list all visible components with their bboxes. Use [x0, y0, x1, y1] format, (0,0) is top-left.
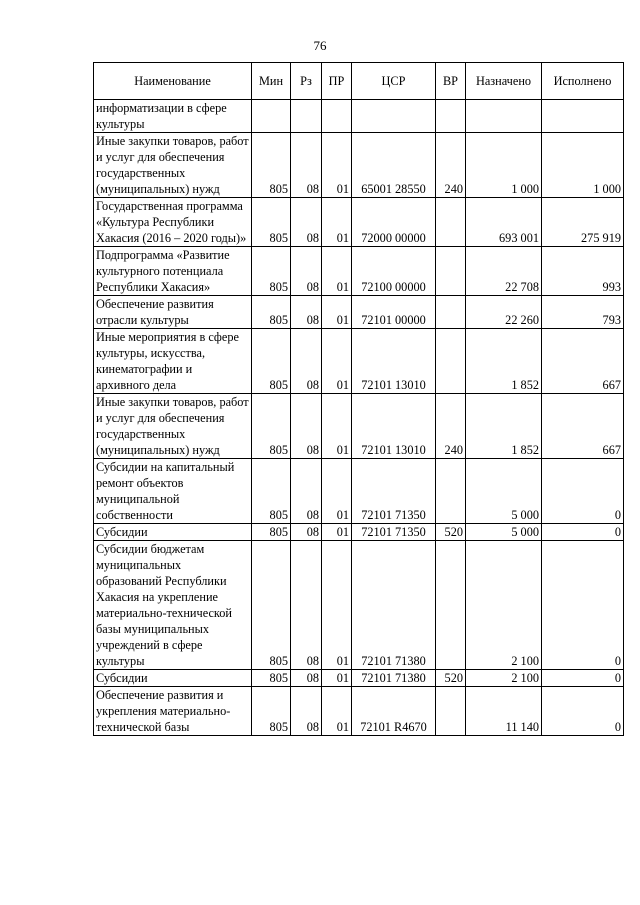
cell-name: Субсидии	[94, 670, 252, 687]
cell-csr	[352, 100, 436, 133]
cell-executed: 0	[542, 541, 624, 670]
cell-assigned: 2 100	[466, 541, 542, 670]
cell-vr	[436, 459, 466, 524]
cell-min: 805	[252, 329, 291, 394]
cell-executed: 0	[542, 459, 624, 524]
table-row	[94, 670, 624, 687]
cell-pr: 01	[322, 459, 352, 524]
header-assigned: Назначено	[466, 63, 542, 100]
cell-executed: 667	[542, 329, 624, 394]
table-row	[94, 459, 624, 524]
header-rz: Рз	[291, 63, 322, 100]
cell-rz: 08	[291, 394, 322, 459]
cell-min: 805	[252, 133, 291, 198]
cell-executed: 0	[542, 670, 624, 687]
cell-min: 805	[252, 524, 291, 541]
table-row	[94, 687, 624, 736]
table-row	[94, 524, 624, 541]
cell-min: 805	[252, 198, 291, 247]
cell-csr: 72000 00000	[352, 198, 436, 247]
cell-csr: 72101 00000	[352, 296, 436, 329]
cell-assigned	[466, 100, 542, 133]
cell-pr: 01	[322, 524, 352, 541]
cell-min: 805	[252, 687, 291, 736]
cell-assigned: 1 852	[466, 394, 542, 459]
cell-rz: 08	[291, 133, 322, 198]
cell-min: 805	[252, 247, 291, 296]
cell-rz	[291, 100, 322, 133]
cell-executed: 993	[542, 247, 624, 296]
cell-name: Государственная программа «Культура Республики Хакасия (2016 – 2020 годы)»	[94, 198, 252, 247]
cell-vr	[436, 541, 466, 670]
cell-csr: 65001 28550	[352, 133, 436, 198]
cell-vr: 240	[436, 394, 466, 459]
cell-rz: 08	[291, 459, 322, 524]
cell-vr	[436, 100, 466, 133]
cell-assigned: 1 852	[466, 329, 542, 394]
cell-name: Иные закупки товаров, работ и услуг для обеспечения государственных (муниципальных) нужд	[94, 133, 252, 198]
cell-assigned: 1 000	[466, 133, 542, 198]
cell-min: 805	[252, 670, 291, 687]
cell-assigned: 22 708	[466, 247, 542, 296]
cell-pr: 01	[322, 670, 352, 687]
cell-vr	[436, 687, 466, 736]
cell-pr: 01	[322, 296, 352, 329]
cell-min: 805	[252, 459, 291, 524]
cell-executed: 1 000	[542, 133, 624, 198]
cell-name: Обеспечение развития и укрепления материально-технической базы	[94, 687, 252, 736]
cell-pr	[322, 100, 352, 133]
cell-vr: 520	[436, 524, 466, 541]
cell-csr: 72101 71380	[352, 670, 436, 687]
cell-rz: 08	[291, 198, 322, 247]
cell-executed: 793	[542, 296, 624, 329]
cell-name: Иные мероприятия в сфере культуры, искусства, кинематографии и архивного дела	[94, 329, 252, 394]
cell-rz: 08	[291, 247, 322, 296]
cell-name: Субсидии на капитальный ремонт объектов муниципальной собственности	[94, 459, 252, 524]
cell-vr	[436, 247, 466, 296]
cell-name: Субсидии	[94, 524, 252, 541]
cell-name: Обеспечение развития отрасли культуры	[94, 296, 252, 329]
table-row	[94, 247, 624, 296]
cell-vr: 520	[436, 670, 466, 687]
cell-executed: 667	[542, 394, 624, 459]
table-row	[94, 133, 624, 198]
cell-rz: 08	[291, 687, 322, 736]
header-name: Наименование	[94, 63, 252, 100]
cell-min: 805	[252, 541, 291, 670]
cell-pr: 01	[322, 133, 352, 198]
cell-csr: 72100 00000	[352, 247, 436, 296]
page-number: 76	[313, 38, 327, 53]
cell-name: Иные закупки товаров, работ и услуг для обеспечения государственных (муниципальных) нужд	[94, 394, 252, 459]
cell-name: информатизации в сфере культуры	[94, 100, 252, 133]
cell-min	[252, 100, 291, 133]
cell-csr: 72101 13010	[352, 329, 436, 394]
cell-min: 805	[252, 296, 291, 329]
cell-vr	[436, 296, 466, 329]
table-header-row	[94, 63, 624, 100]
cell-csr: 72101 71350	[352, 459, 436, 524]
cell-vr: 240	[436, 133, 466, 198]
cell-assigned: 5 000	[466, 524, 542, 541]
header-executed: Исполнено	[542, 63, 624, 100]
table-row	[94, 541, 624, 670]
cell-assigned: 2 100	[466, 670, 542, 687]
cell-name: Субсидии бюджетам муниципальных образований Республики Хакасия на укрепление материально-технической базы муниципальных учреждений в сфере культуры	[94, 541, 252, 670]
cell-assigned: 5 000	[466, 459, 542, 524]
cell-vr	[436, 198, 466, 247]
cell-rz: 08	[291, 670, 322, 687]
cell-csr: 72101 13010	[352, 394, 436, 459]
cell-executed: 275 919	[542, 198, 624, 247]
table-row	[94, 198, 624, 247]
table-row	[94, 296, 624, 329]
cell-assigned: 693 001	[466, 198, 542, 247]
cell-assigned: 22 260	[466, 296, 542, 329]
cell-pr: 01	[322, 247, 352, 296]
cell-pr: 01	[322, 394, 352, 459]
budget-execution-table	[93, 62, 624, 736]
cell-rz: 08	[291, 541, 322, 670]
header-vr: ВР	[436, 63, 466, 100]
cell-executed: 0	[542, 524, 624, 541]
cell-assigned: 11 140	[466, 687, 542, 736]
cell-csr: 72101 71350	[352, 524, 436, 541]
table-row	[94, 100, 624, 133]
table-row	[94, 394, 624, 459]
cell-executed: 0	[542, 687, 624, 736]
table-row	[94, 329, 624, 394]
cell-rz: 08	[291, 524, 322, 541]
cell-name: Подпрограмма «Развитие культурного потенциала Республики Хакасия»	[94, 247, 252, 296]
cell-rz: 08	[291, 329, 322, 394]
cell-vr	[436, 329, 466, 394]
cell-pr: 01	[322, 687, 352, 736]
header-csr: ЦСР	[352, 63, 436, 100]
cell-rz: 08	[291, 296, 322, 329]
cell-csr: 72101 71380	[352, 541, 436, 670]
header-pr: ПР	[322, 63, 352, 100]
cell-pr: 01	[322, 541, 352, 670]
cell-csr: 72101 R4670	[352, 687, 436, 736]
header-min: Мин	[252, 63, 291, 100]
cell-executed	[542, 100, 624, 133]
cell-min: 805	[252, 394, 291, 459]
cell-pr: 01	[322, 329, 352, 394]
cell-pr: 01	[322, 198, 352, 247]
